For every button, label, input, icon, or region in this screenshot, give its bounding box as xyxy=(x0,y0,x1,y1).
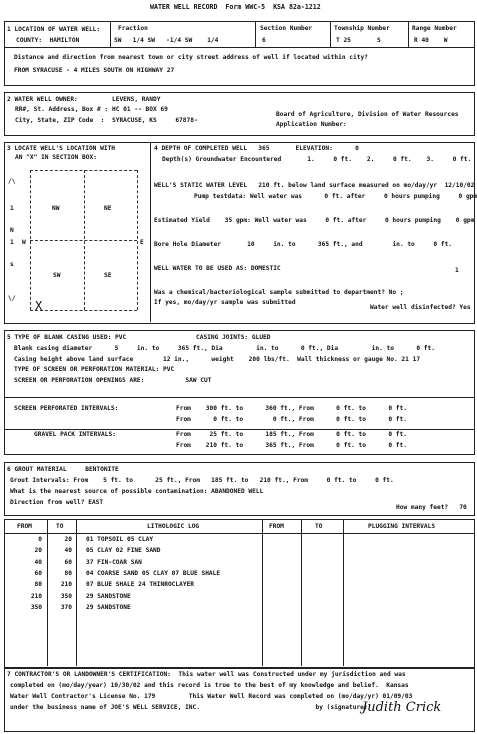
log-header-from: FROM xyxy=(17,523,32,530)
contamination-source: What is the nearest source of possible contamination: ABANDONED WELL xyxy=(10,488,264,495)
pump-test-data: Pump testdata: Well water was 0 ft. after 0 hours pumping 0 gpm xyxy=(194,193,477,200)
fraction-label: Fraction xyxy=(118,25,148,32)
gravel-pack-label: GRAVEL PACK INTERVALS: xyxy=(34,431,116,438)
north-mark: N xyxy=(10,227,14,234)
perforated-interval-1: From 300 ft. to 360 ft., From 0 ft. to 0 ft. xyxy=(176,405,407,412)
locate-subheading: AN "X" IN SECTION BOX: xyxy=(15,154,97,161)
log-from: 60 xyxy=(34,569,42,577)
log-header-from-2: FROM xyxy=(269,523,284,530)
distance-question: Distance and direction from nearest town or city street address of well if located within city? xyxy=(14,54,368,61)
log-from: 0 xyxy=(38,536,42,543)
estimated-yield: Estimated Yield 35 gpm: Well water was 0 ft. after 0 hours pumping 0 gpm xyxy=(154,217,475,224)
log-desc: 29 SANDSTONE xyxy=(86,603,131,611)
sample-date: If yes, mo/day/yr sample was submitted xyxy=(154,299,296,306)
township-label: Township Number xyxy=(334,25,390,32)
ne-label: NE xyxy=(104,205,112,212)
log-from: 20 xyxy=(34,547,42,555)
depth-completed: 4 DEPTH OF COMPLETED WELL 365 ELEVATION: 0 xyxy=(154,145,359,152)
section-value: 6 xyxy=(262,37,266,44)
screen-openings: SCREEN OR PERFORATION OPENINGS ARE: SAW CUT xyxy=(14,377,212,384)
form-title: WATER WELL RECORD Form WWC-5 KSA 82a-1212 xyxy=(150,3,321,11)
log-header-to: TO xyxy=(56,523,64,530)
log-to: 370 xyxy=(60,603,72,611)
distance-value: FROM SYRACUSE - 4 MILES SOUTH ON HIGHWAY 27 xyxy=(14,67,175,74)
se-label: SE xyxy=(104,272,112,279)
range-value: R 40 W xyxy=(414,37,448,44)
log-from: 80 xyxy=(34,581,42,589)
log-header-lithologic: LITHOLOGIC LOG xyxy=(147,523,200,530)
well-disinfected: Water well disinfected? Yes xyxy=(370,304,471,311)
board-text: Board of Agriculture, Division of Water Resources xyxy=(276,111,459,118)
bore-hole-diameter: Bore Hole Diameter 10 in. to 365 ft., and in. to 0 ft. xyxy=(154,241,453,248)
perforated-interval-2: From 0 ft. to 0 ft., From 0 ft. to 0 ft. xyxy=(176,416,407,423)
casing-joints: CASING JOINTS: GLUED xyxy=(196,334,271,341)
log-desc: 04 COARSE SAND 05 CLAY 07 BLUE SHALE xyxy=(86,569,221,577)
log-desc: 37 FIN-COAR SAN xyxy=(86,558,142,566)
log-desc: 07 BLUE SHALE 24 THINROCLAYER xyxy=(86,581,195,589)
well-location-x: X xyxy=(35,299,43,313)
township-value: T 25 S xyxy=(336,37,381,44)
log-desc: 01 TOPSOIL 05 CLAY xyxy=(86,536,154,543)
static-water-level: WELL'S STATIC WATER LEVEL 210 ft. below land surface measured on mo/day/yr 12/10/02 xyxy=(154,182,475,189)
log-to: 80 xyxy=(64,569,72,577)
city-label: City, State, ZIP Code : xyxy=(15,117,105,124)
casing-height: Casing height above land surface 12 in., weight 200 lbs/ft. Wall thickness or gauge No. 21 17 xyxy=(14,356,421,363)
fraction-value: SW 1/4 SW -1/4 SW 1/4 xyxy=(114,37,219,44)
use-code: 1 xyxy=(455,267,459,274)
grout-material: 6 GROUT MATERIAL BENTONITE xyxy=(7,466,119,473)
e-label: E xyxy=(140,239,144,246)
county: COUNTY: HAMILTON xyxy=(16,37,80,44)
owner-label: 2 WATER WELL OWNER: xyxy=(7,96,78,103)
log-to: 210 xyxy=(60,581,72,589)
certification-line-4: under the business name of JOE'S WELL SERVICE, INC. by (signature) xyxy=(10,704,368,711)
arrow-down-mark: \/ xyxy=(8,295,16,302)
certification-line-1: 7 CONTRACTOR'S OR LANDOWNER'S CERTIFICATION: This water well was Constructed under my jurisdiction and was xyxy=(7,671,406,678)
certification-line-3: Water Well Contractor's License No. 179 This Water Well Record was completed on (mo/day/yr) 01/09/03 xyxy=(10,693,413,700)
arrow-up-mark: /\ xyxy=(8,178,16,185)
log-header-plugging: PLUGGING INTERVALS xyxy=(368,523,436,530)
scale-mark-2: 1 xyxy=(10,239,14,246)
log-from: 210 xyxy=(30,592,42,600)
section-label: Section Number xyxy=(260,25,313,32)
screen-material: TYPE OF SCREEN OR PERFORATION MATERIAL: PVC xyxy=(14,366,175,373)
distance-feet: How many feet? 70 xyxy=(396,504,467,511)
owner-value: LEVENS, RANDY xyxy=(112,96,161,103)
locate-heading: 3 LOCATE WELL'S LOCATION WITH xyxy=(7,145,116,152)
log-desc: 29 SANDSTONE xyxy=(86,592,131,600)
w-label: W xyxy=(22,239,26,246)
gravel-interval-2: From 210 ft. to 365 ft., From 0 ft. to 0 ft. xyxy=(176,442,407,449)
application-number: Application Number: xyxy=(276,121,347,128)
certification-line-2: completed on (mo/day/year) 10/30/02 and this record is true to the best of my knowledge and belief. Kansas xyxy=(10,682,409,689)
log-to: 20 xyxy=(64,536,72,543)
log-to: 40 xyxy=(64,547,72,555)
log-to: 60 xyxy=(64,558,72,566)
water-use: WELL WATER TO BE USED AS: DOMESTIC xyxy=(154,265,281,272)
log-to: 350 xyxy=(60,592,72,600)
groundwater-depths: Depth(s) Groundwater Encountered 1. 0 ft. 2. 0 ft. 3. 0 ft. xyxy=(162,156,472,163)
range-label: Range Number xyxy=(412,25,457,32)
address-label: RR#, St. Address, Box # : xyxy=(15,106,109,113)
address-value: HC 01 -- BOX 69 xyxy=(112,106,168,113)
south-mark: s xyxy=(10,261,14,268)
casing-diameter: Blank casing diameter 5 in. to 365 ft., Dia in. to 0 ft., Dia in. to 0 ft. xyxy=(14,345,435,352)
scale-mark-1: 1 xyxy=(10,205,14,212)
log-from: 350 xyxy=(30,603,42,611)
nw-label: NW xyxy=(52,205,60,212)
casing-type: 5 TYPE OF BLANK CASING USED: PVC xyxy=(7,334,127,341)
log-header-to-2: TO xyxy=(315,523,323,530)
log-from: 40 xyxy=(34,558,42,566)
location-heading: 1 LOCATION OF WATER WELL: xyxy=(7,26,101,33)
chemical-sample-question: Was a chemical/bacteriological sample submitted to department? No ; xyxy=(154,289,404,296)
grout-intervals: Grout Intervals: From 5 ft. to 25 ft., From 185 ft. to 210 ft., From 0 ft. to 0 ft. xyxy=(10,477,394,484)
city-value: SYRACUSE, KS 67878- xyxy=(112,117,198,124)
sw-label: SW xyxy=(53,272,61,279)
log-desc: 05 CLAY 02 FINE SAND xyxy=(86,547,161,555)
direction-from-well: Direction from well? EAST xyxy=(10,499,104,506)
perforated-intervals-label: SCREEN PERFORATED INTERVALS: xyxy=(14,405,119,412)
contractor-signature: Judith Crick xyxy=(362,700,442,715)
gravel-interval-1: From 25 ft. to 185 ft., From 0 ft. to 0 ft. xyxy=(176,431,407,438)
